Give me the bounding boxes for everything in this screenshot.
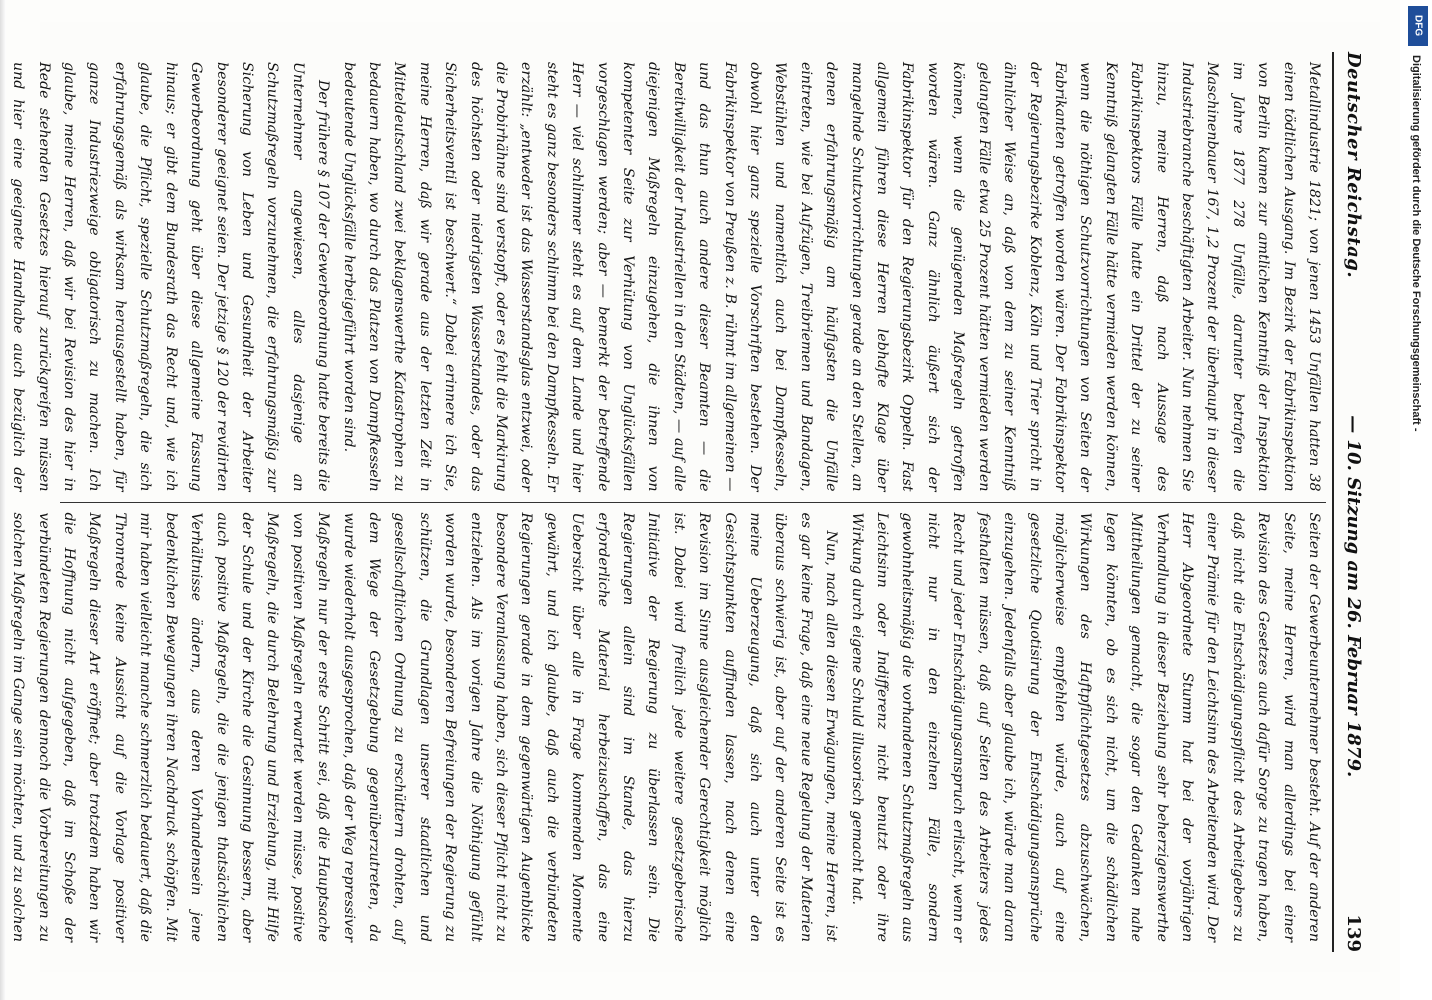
right-column xyxy=(10,502,1326,953)
digitization-credit-strip xyxy=(1402,0,1432,1000)
header-publication-title: Deutscher Reichstag. xyxy=(1343,52,1365,279)
page-number: 139 xyxy=(1343,914,1365,952)
text-columns xyxy=(10,52,1326,952)
rotated-document-page xyxy=(10,22,1380,972)
dfg-logo: DFG xyxy=(1408,6,1428,46)
header-session-date: — 10. Sitzung am 26. Februar 1879. xyxy=(1343,415,1365,778)
left-column xyxy=(10,52,1326,502)
left-column-paragraph-2: Der frühere § 107 der Gewerbeordnung hatte bereits die Unternehmer angewiesen, alles dasjenige an Schutzmaßregeln vorzunehmen, die erfahrungsmäßig zur Sicherung von Leben und Gesundheit der Arbeiter besonderer geeignet seien. Der jetzige § 120 der revidirten Gewerbeordnung geht über diese allgemeine Fassung hinaus; er gibt dem Bundesrath das Recht und, wie ich glaube, die Pflicht, spezielle Schutzmaßregeln, die sich erfahrungsgemäß als wirksam herausgestellt haben, für ganze Industriezweige obligatorisch zu machen. Ich glaube, meine Herren, daß wir bei Revision des hier in Rede stehenden Gesetzes hierauf zurückgreifen müssen und hier eine geeignete Handhabe auch bezüglich der xyxy=(10,62,332,492)
page-header xyxy=(1332,52,1374,952)
right-column-paragraph-1: Seiten der Gewerbeunternehmer besteht. Auf der anderen Seite, meine Herren, wird man allerdings bei einer Revision des Gesetzes auch dafür Sorge zu tragen haben, daß nicht die Entschädigungspflicht des Arbeitgebers zu einer Prämie für den Leichtsinn des Arbeitenden wird. Der Herr Abgeordnete Stumm hat bei der vorjährigen Verhandlung in dieser Beziehung sehr beherzigenswerthe Mittheilungen gemacht, die sogar den Gedanken nahe legen könnten, ob es sich nicht, um die schädlichen Wirkungen des Haftpflichtgesetzes abzuschwächen, möglicherweise empfehlen würde, auch auf eine gesetzliche Quotisirung der Entschädigungsansprüche einzugehen. Jedenfalls aber glaube ich, würde man daran festhalten müssen, daß auf Seiten des Arbeiters jedes Recht und jeder Entschädigungsanspruch erlischt, wenn er nicht nur in den einzelnen Fälle, sondern gewohnheitsmäßig die vorhandenen Schutzmaßregeln aus Leichtsinn oder Indifferenz nicht benutzt oder ihre Wirkung durch eigene Schuld illusorisch gemacht hat. xyxy=(848,512,1322,942)
left-column-paragraph-1: Metallindustrie 1821; von jenen 1453 Unfällen hatten 38 einen tödtlichen Ausgang. Im Bezirk der Fabrikinspektion von Berlin kamen zur amtlichen Kenntniß der Inspektion im Jahre 1877 278 Unfälle, darunter betrafen die Maschinenbauer 167, 1,2 Prozent der überhaupt in dieser Industriebranche beschäftigten Arbeiter. Nun nehmen Sie hinzu, meine Herren, daß nach Aussage des Fabrikinspektors Fälle hatte ein Drittel der zu seiner Kenntniß gelangten Fälle hätte vermieden werden können, wenn die nöthigen Schutzvorrichtungen von Seiten der Fabrikanten getroffen worden wären. Der Fabrikinspektor der Regierungsbezirke Koblenz, Köln und Trier spricht in ähnlicher Weise an, daß von dem zu seiner Kenntniß gelangten Fälle etwa 25 Prozent hätten vermieden werden können, wenn die genügenden Maßregeln getroffen worden wären. Ganz ähnlich äußert sich der Fabrikinspektor für den Regierungsbezirk Oppeln. Fast allgemein führen diese Herren lebhafte Klage über mangelnde Schutzvorrichtungen gerade an den Stellen, an denen erfahrungsmäßig am häufigsten die Unfälle eintreten, wie bei Aufzügen, Treibriemen und Bandagen, Webstühlen und namentlich auch bei Dampfkesseln, obwohl hier ganz spezielle Vorschriften bestehen. Der Fabrikinspektor von Preußen z. B. rühmt im allgemeinen — und das thun auch andere dieser Beamten — die Bereitwilligkeit der Industriellen in den Städten, — auf alle diejenigen Maßregeln einzugehen, die ihnen von kompetenter Seite zur Verhütung von Unglücksfällen vorgeschlagen werden; aber — bemerkt der betreffende Herr — viel schlimmer steht es auf dem Lande und hier steht es ganz besonders schlimm bei den Dampfkesseln. Er erzählt: „entweder ist das Wasserstandsglas entzwei, oder die Probirhähne sind verstopft, oder es fehlt die Markirung des höchsten oder niedrigsten Wasserstandes, oder das Sicherheitsventil ist beschwert.“ Dabei erinnere ich Sie, meine Herren, daß wir gerade aus der letzten Zeit in Mitteldeutschland zwei beklagenswerthe Katastrophen zu bedauern haben, wo durch das Platzen von Dampfkesseln bedeutende Unglücksfälle herbeigeführt worden sind. xyxy=(340,62,1322,492)
right-column-paragraph-2: Nun, nach allen diesen Erwägungen, meine Herren, ist es gar keine Frage, daß eine neue Regelung der Materien überaus schwierig ist, aber auf der anderen Seite ist es meine Ueberzeugung, daß sich auch unter den Gesichtspunkten auffinden lassen, nach denen eine Revision im Sinne ausgleichender Gerechtigkeit möglich ist. Dabei wird freilich jede weitere gesetzgeberische Initiative der Regierung zu überlassen sein. Die Regierungen allein sind im Stande, das hierzu erforderliche Material herbeizuschaffen, das eine Uebersicht über alle in Frage kommenden Momente gewährt, und ich glaube, daß auch die verbündeten Regierungen gerade in dem gegenwärtigen Augenblicke besondere Veranlassung haben, sich dieser Pflicht nicht zu entziehen. Als im vorigen Jahre die Nöthigung gefühlt worden wurde, besonderen Befreiungen der Regierung zu schützen, die Grundlagen unserer staatlichen und gesellschaftlichen Ordnung zu erschüttern drohten, auf dem Wege der Gesetzgebung gegenüberzutreten, da wurde wiederholt ausgesprochen, daß der Weg repressiver Maßregeln nur der erste Schritt sei, daß die Hauptsache von positiven Maßregeln erwartet werden müsse, positive Maßregeln, die durch Belehrung und Erziehung, mit Hilfe der Schule und der Kirche die Gesinnung bessern, aber auch positive Maßregeln, die die jenigen thatsächlichen Verhältnisse ändern, aus deren Vorhandensein jene bedenklichen Bewegungen ihren Nachdruck schöpfen. Mit mir haben vielleicht manche schmerzlich bedauert, daß die Thronrede keine Aussicht auf die Vorlage positiver Maßregeln dieser Art eröffnet; aber trotzdem haben wir die Hoffnung nicht aufgegeben, daß im Schoße der verbündeten Regierungen dennoch die Vorbereitungen zu solchen Maßregeln im Gange sein möchten, und zu solchen xyxy=(10,512,840,942)
digitization-credit-text: Digitalisierung gefördert durch die Deutsche Forschungsgemeinschaft - xyxy=(1410,55,1422,432)
